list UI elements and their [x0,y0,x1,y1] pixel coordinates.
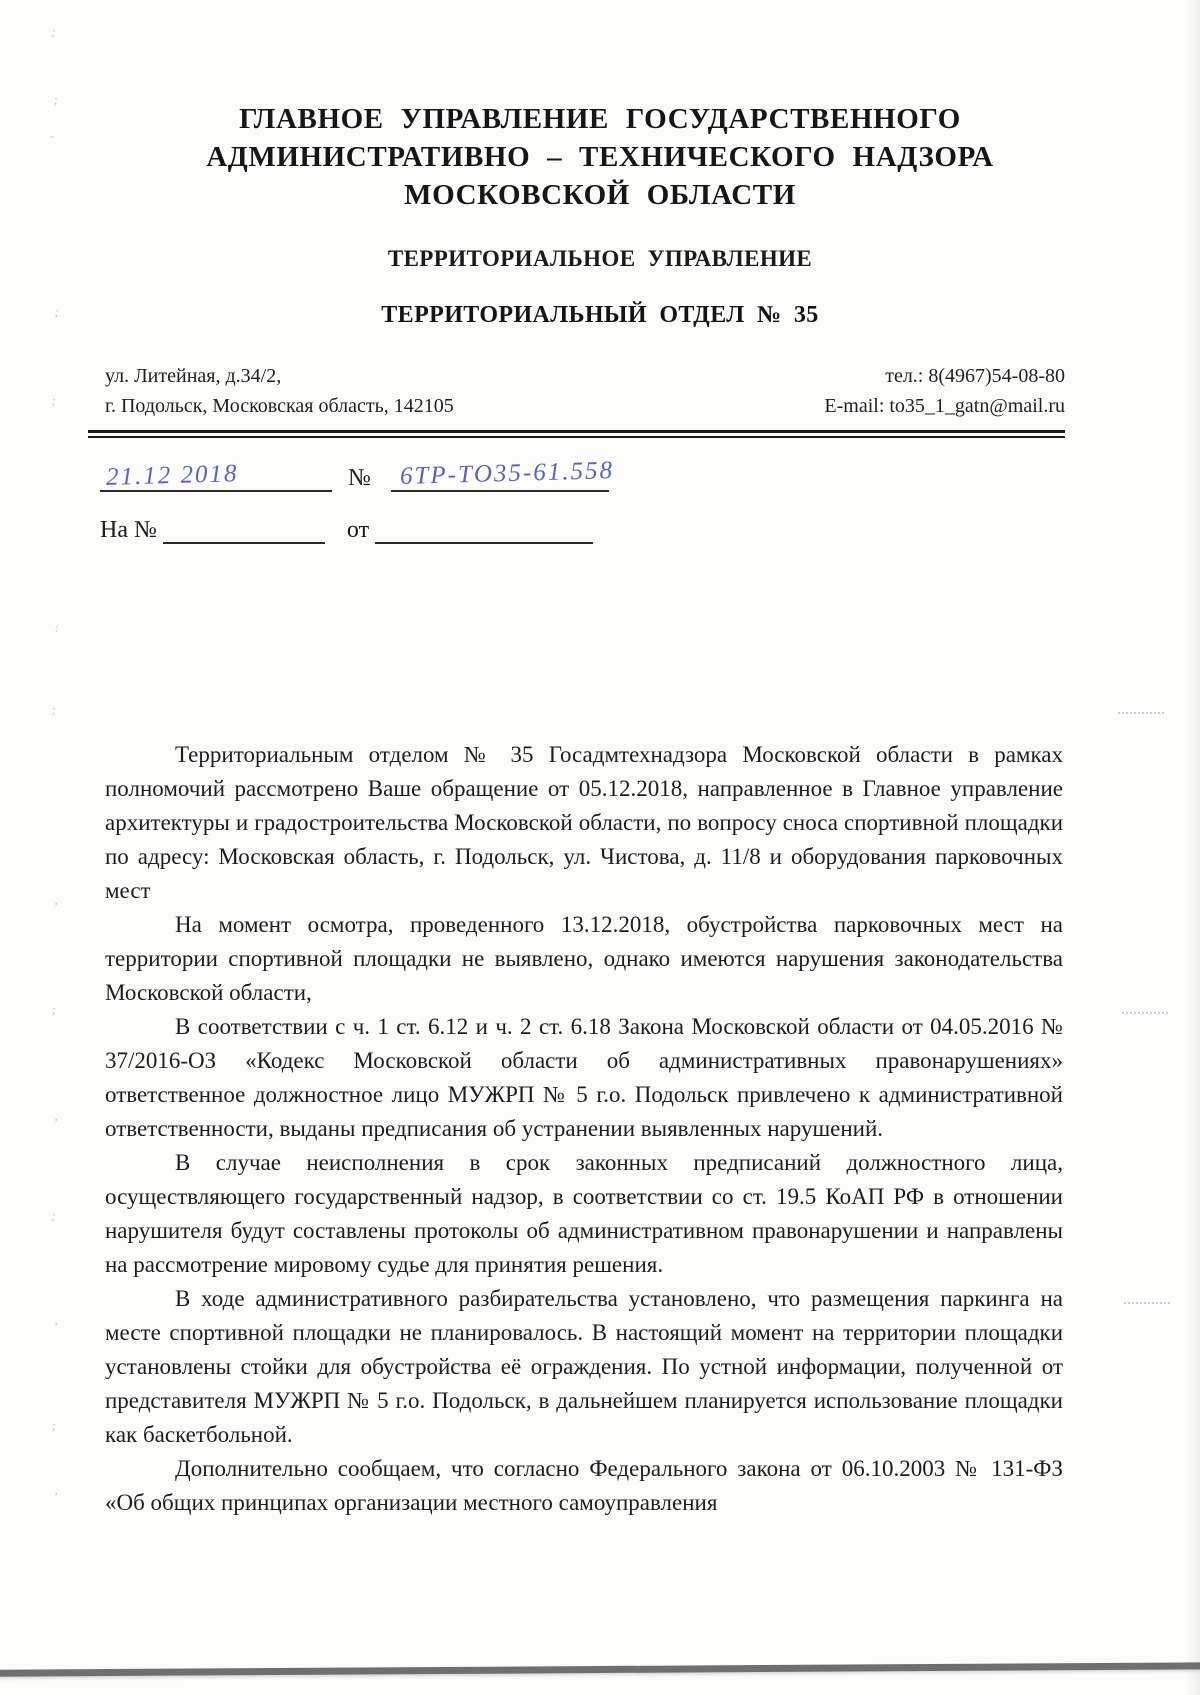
scan-smudge [1124,1302,1170,1307]
body-paragraph-3: В соответствии с ч. 1 ст. 6.12 и ч. 2 ст. 6.18 Закона Московской области от 04.05.2016 № 37/2016-ОЗ «Кодекс Московской области об административных правонарушениях» ответственное должностное лицо МУЖРП № 5 г.о. Подольск привлечено к административной ответственности, выданы предписания об устранении выявленных нарушений. [105,1014,1063,1141]
org-name-line-1: ГЛАВНОЕ УПРАВЛЕНИЕ ГОСУДАРСТВЕННОГО [239,103,961,135]
postal-address [105,361,454,421]
body-paragraph-4: В случае неисполнения в срок законных предписаний должностного лица, осуществляющего государственный надзор, в соответствии со ст. 19.5 КоАП РФ в отношении нарушителя будут составлены протоколы об административном правонарушении и направлены на рассмотрение мировому судье для принятия решения. [105,1150,1063,1277]
body-paragraph-1: Территориальным отделом № 35 Госадмтехнадзора Московской области в рамках полномочий рассмотрено Ваше обращение от 05.12.2018, направленное в Главное управление архитектуры и градостроительства Московской области, по вопросу сноса спортивной площадки по адресу: Московская область, г. Подольск, ул. Чистова, д. 11/8 и оборудования парковочных мест [105,742,1063,903]
scan-artifact-mark: , [54,891,60,908]
reply-number-label: На № [100,517,157,543]
scan-artifact-mark: : [54,619,60,636]
scan-artifact-mark: ; [53,91,59,108]
reply-reference-row [100,512,1065,550]
scan-artifact-mark: ; [51,23,57,40]
body-paragraph-6: Дополнительно сообщаем, что согласно Федерального закона от 06.10.2003 № 131-ФЗ «Об общих принципах организации местного самоуправления [105,1456,1063,1515]
body-paragraph-5: В ходе административного разбирательства установлено, что размещения паркинга на месте спортивной площадки не планировалось. В настоящий момент на территории площадки установлены стойки для обустройства её ограждения. По устной информации, полученной от представителя МУЖРП № 5 г.о. Подольск, в дальнейшем планируется использование площадки как баскетбольной. [105,1286,1063,1447]
reply-date-label: от [346,517,370,543]
scan-artifact-mark: ; [54,303,60,320]
scan-artifact-mark: , [54,1311,60,1328]
scan-artifact-mark: ; [51,1417,57,1434]
scan-artifact-mark: ; [51,1207,57,1224]
scan-artifact-mark: , [54,1481,60,1498]
reply-date-blank-line [375,512,593,544]
address-line-2: г. Подольск, Московская область, 142105 [105,395,454,417]
phone-email [824,361,1065,421]
org-name-line-3: МОСКОВСКОЙ ОБЛАСТИ [404,179,796,211]
paper-edge-shadow [1186,0,1200,1695]
division-title: ТЕРРИТОРИАЛЬНОЕ УПРАВЛЕНИЕ [387,246,813,271]
scan-artifact-mark: - [49,127,56,144]
outgoing-number-row [100,457,1065,500]
scan-artifact-mark: ; [51,701,57,718]
email-address: E-mail: to35_1_gatn@mail.ru [824,395,1065,417]
org-name-line-2: АДМИНИСТРАТИВНО – ТЕХНИЧЕСКОГО НАДЗОРА [206,141,994,173]
handwritten-outgoing-number: 6ТР-ТО35-61.558 [399,457,615,490]
letterhead-divider-rule [88,430,1065,438]
letter-body [105,738,1063,1520]
scan-smudge [1118,712,1164,717]
scan-artifact-mark: , [54,1107,60,1124]
department-title: ТЕРРИТОРИАЛЬНЫЙ ОТДЕЛ № 35 [381,302,819,328]
requisites-block [100,457,1065,550]
contact-block [105,361,1065,421]
reply-number-blank-line [163,512,325,544]
scan-artifact-mark: ; [51,1001,57,1018]
body-paragraph-2: На момент осмотра, проведенного 13.12.2018, обустройства парковочных мест на территории спортивной площадки не выявлено, однако имеются нарушения законодательства Московской области, [105,912,1063,1005]
scan-bottom-edge [0,1662,1200,1677]
number-sign-label: № [348,465,371,491]
phone-number: тел.: 8(4967)54-08-80 [885,365,1065,387]
letterhead [0,100,1200,329]
address-line-1: ул. Литейная, д.34/2, [105,365,282,387]
handwritten-date: 21.12 2018 [105,460,239,491]
scan-smudge [1122,1012,1168,1017]
scan-artifact-mark: ; [51,392,57,409]
